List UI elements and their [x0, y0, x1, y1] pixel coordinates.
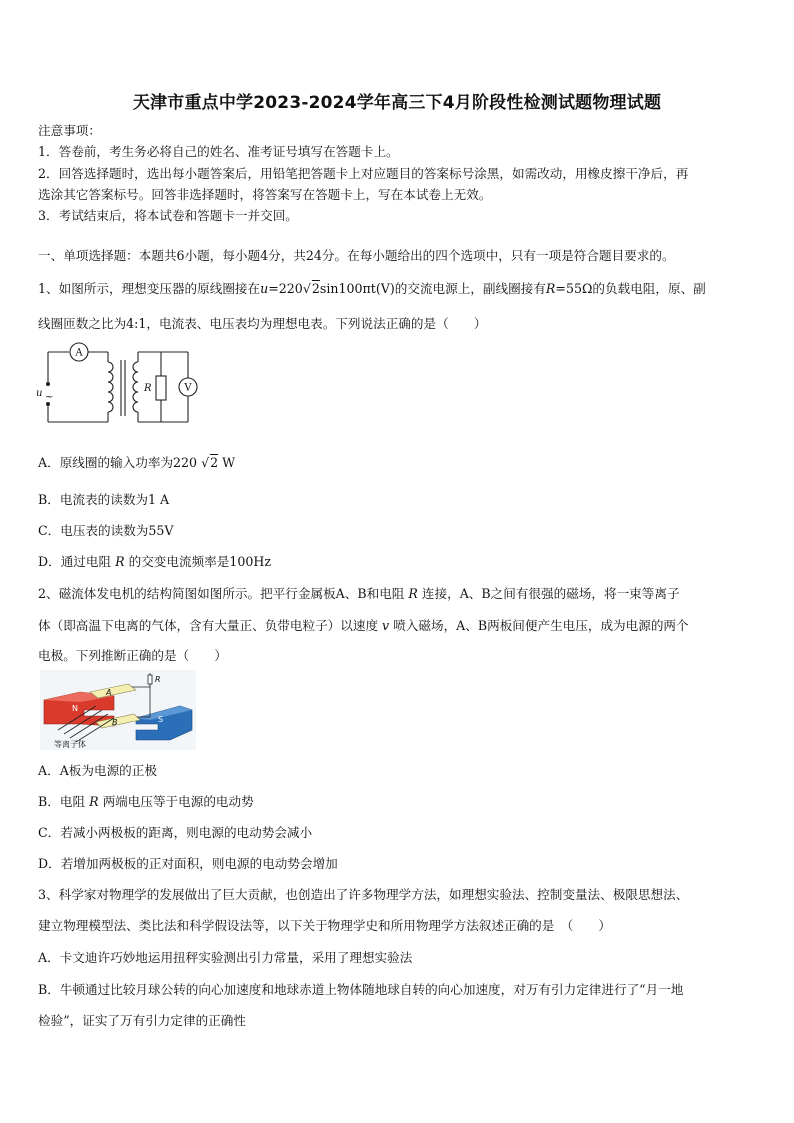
r-symbol: R: [115, 554, 125, 569]
option-text: W: [222, 455, 236, 470]
notice-heading: 注意事项：: [38, 123, 101, 138]
q3-stem: 3、科学家对物理学的发展做出了巨大贡献，也创造出了许多物理学方法，如理想实验法、控制变量法、极限思想法、: [38, 887, 689, 902]
r-symbol: R: [89, 794, 99, 809]
resistor-icon: [148, 675, 152, 684]
q2-option-b: [38, 791, 254, 810]
q1-stem-part: sin100πt(V)的交流电源上，副线圈接有: [319, 281, 546, 296]
q3-option-b-cont: 检验”，证实了万有引力定律的正确性: [38, 1013, 246, 1028]
mhd-generator-figure: [40, 670, 196, 750]
q2-stem-part: 喷入磁场，A、B两板间便产生电压，成为电源的两个: [393, 618, 689, 633]
sqrt-sign: √2: [302, 281, 320, 296]
q2-stem-part: 连接，A、B之间有很强的磁场，将一束等离子: [421, 586, 680, 601]
q3-stem-cont: 建立物理模型法、类比法和科学假设法等，以下关于物理学史和所用物理学方法叙述正确的是 （ ）: [38, 918, 612, 933]
sqrt-radicand: 2: [210, 455, 219, 470]
resistor-icon: [156, 376, 166, 400]
q1-eq: =220: [268, 281, 303, 296]
source-label: u: [36, 388, 43, 399]
voltmeter-label: V: [184, 382, 192, 394]
r-symbol: R: [408, 586, 418, 601]
q1-option-a: [38, 452, 235, 471]
secondary-coil: [133, 362, 138, 412]
q1-option-c: C．电压表的读数为55V: [38, 523, 174, 538]
option-text: 的交变电流频率是100Hz: [128, 554, 271, 569]
section-heading: 一、单项选择题：本题共6小题，每小题4分，共24分。在每小题给出的四个选项中，只有一项是符合题目要求的。: [38, 248, 675, 263]
q3-option-b: B．牛顿通过比较月球公转的向心加速度和地球赤道上物体随地球自转的向心加速度，对万有引力定律进行了“月一地: [38, 982, 684, 997]
transformer-circuit-figure: [36, 340, 216, 430]
notice-item: 3．考试结束后，将本试卷和答题卡一并交回。: [38, 208, 298, 223]
option-text: D．通过电阻: [38, 554, 112, 569]
notice-item: 1．答卷前，考生务必将自己的姓名、准考证号填写在答题卡上。: [38, 144, 399, 159]
sqrt-radicand: 2: [311, 281, 320, 296]
notice-item: 选涂其它答案标号。回答非选择题时，将答案写在答题卡上，写在本试卷上无效。: [38, 187, 492, 202]
q2-stem-cont: [38, 615, 689, 634]
q3-option-a: A．卡文迪许巧妙地运用扭秤实验测出引力常量，采用了理想实验法: [38, 950, 413, 965]
q1-option-b: B．电流表的读数为1 A: [38, 492, 170, 507]
q2-stem-part: 体（即高温下电离的气体，含有大量正、负带电粒子）以速度: [38, 618, 379, 633]
plate-b-label: B: [112, 718, 118, 727]
q1-r-symbol: R: [545, 281, 556, 296]
q1-stem: [38, 278, 706, 297]
ac-symbol: ~: [45, 392, 54, 403]
q1-stem-cont: 线圈匝数之比为4:1，电流表、电压表均为理想电表。下列说法正确的是（ ）: [38, 316, 487, 331]
ammeter-label: A: [75, 347, 83, 359]
q2-option-c: C．若减小两极板的距离，则电源的电动势会减小: [38, 825, 313, 840]
notice-item: 2．回答选择题时，选出每小题答案后，用铅笔把答题卡上对应题目的答案标号涂黑，如需改动，用橡皮擦干净后，再: [38, 166, 689, 181]
q2-stem-part: 2、磁流体发电机的结构简图如图所示。把平行金属板A、B和电阻: [38, 586, 405, 601]
plasma-label: 等离子体: [54, 740, 86, 749]
sqrt-sign: √2: [201, 455, 219, 470]
option-text: A．原线圈的输入功率为220: [38, 455, 198, 470]
option-text: 两端电压等于电源的电动势: [102, 794, 254, 809]
plate-a-label: A: [106, 688, 112, 697]
primary-coil: [108, 362, 113, 412]
q2-stem: [38, 583, 680, 602]
q2-stem-end: 电极。下列推断正确的是（ ）: [38, 648, 227, 663]
v-symbol: v: [382, 618, 390, 633]
resistor-label: R: [144, 383, 152, 394]
page-title: 天津市重点中学2023-2024学年高三下4月阶段性检测试题物理试题: [132, 93, 662, 113]
q2-option-a: A．A板为电源的正极: [38, 763, 157, 778]
q2-option-d: D．若增加两极板的正对面积，则电源的电动势会增加: [38, 856, 338, 871]
magnet-s-label: S: [158, 715, 164, 724]
q1-u-symbol: u: [260, 281, 269, 296]
q1-stem-part: =55Ω的负载电阻，原、副: [555, 281, 706, 296]
magnet-n-label: N: [72, 704, 78, 713]
resistor-label: R: [155, 675, 161, 684]
option-text: B．电阻: [38, 794, 86, 809]
q1-option-d: [38, 551, 271, 570]
q1-stem-part: 1、如图所示，理想变压器的原线圈接在: [38, 281, 261, 296]
